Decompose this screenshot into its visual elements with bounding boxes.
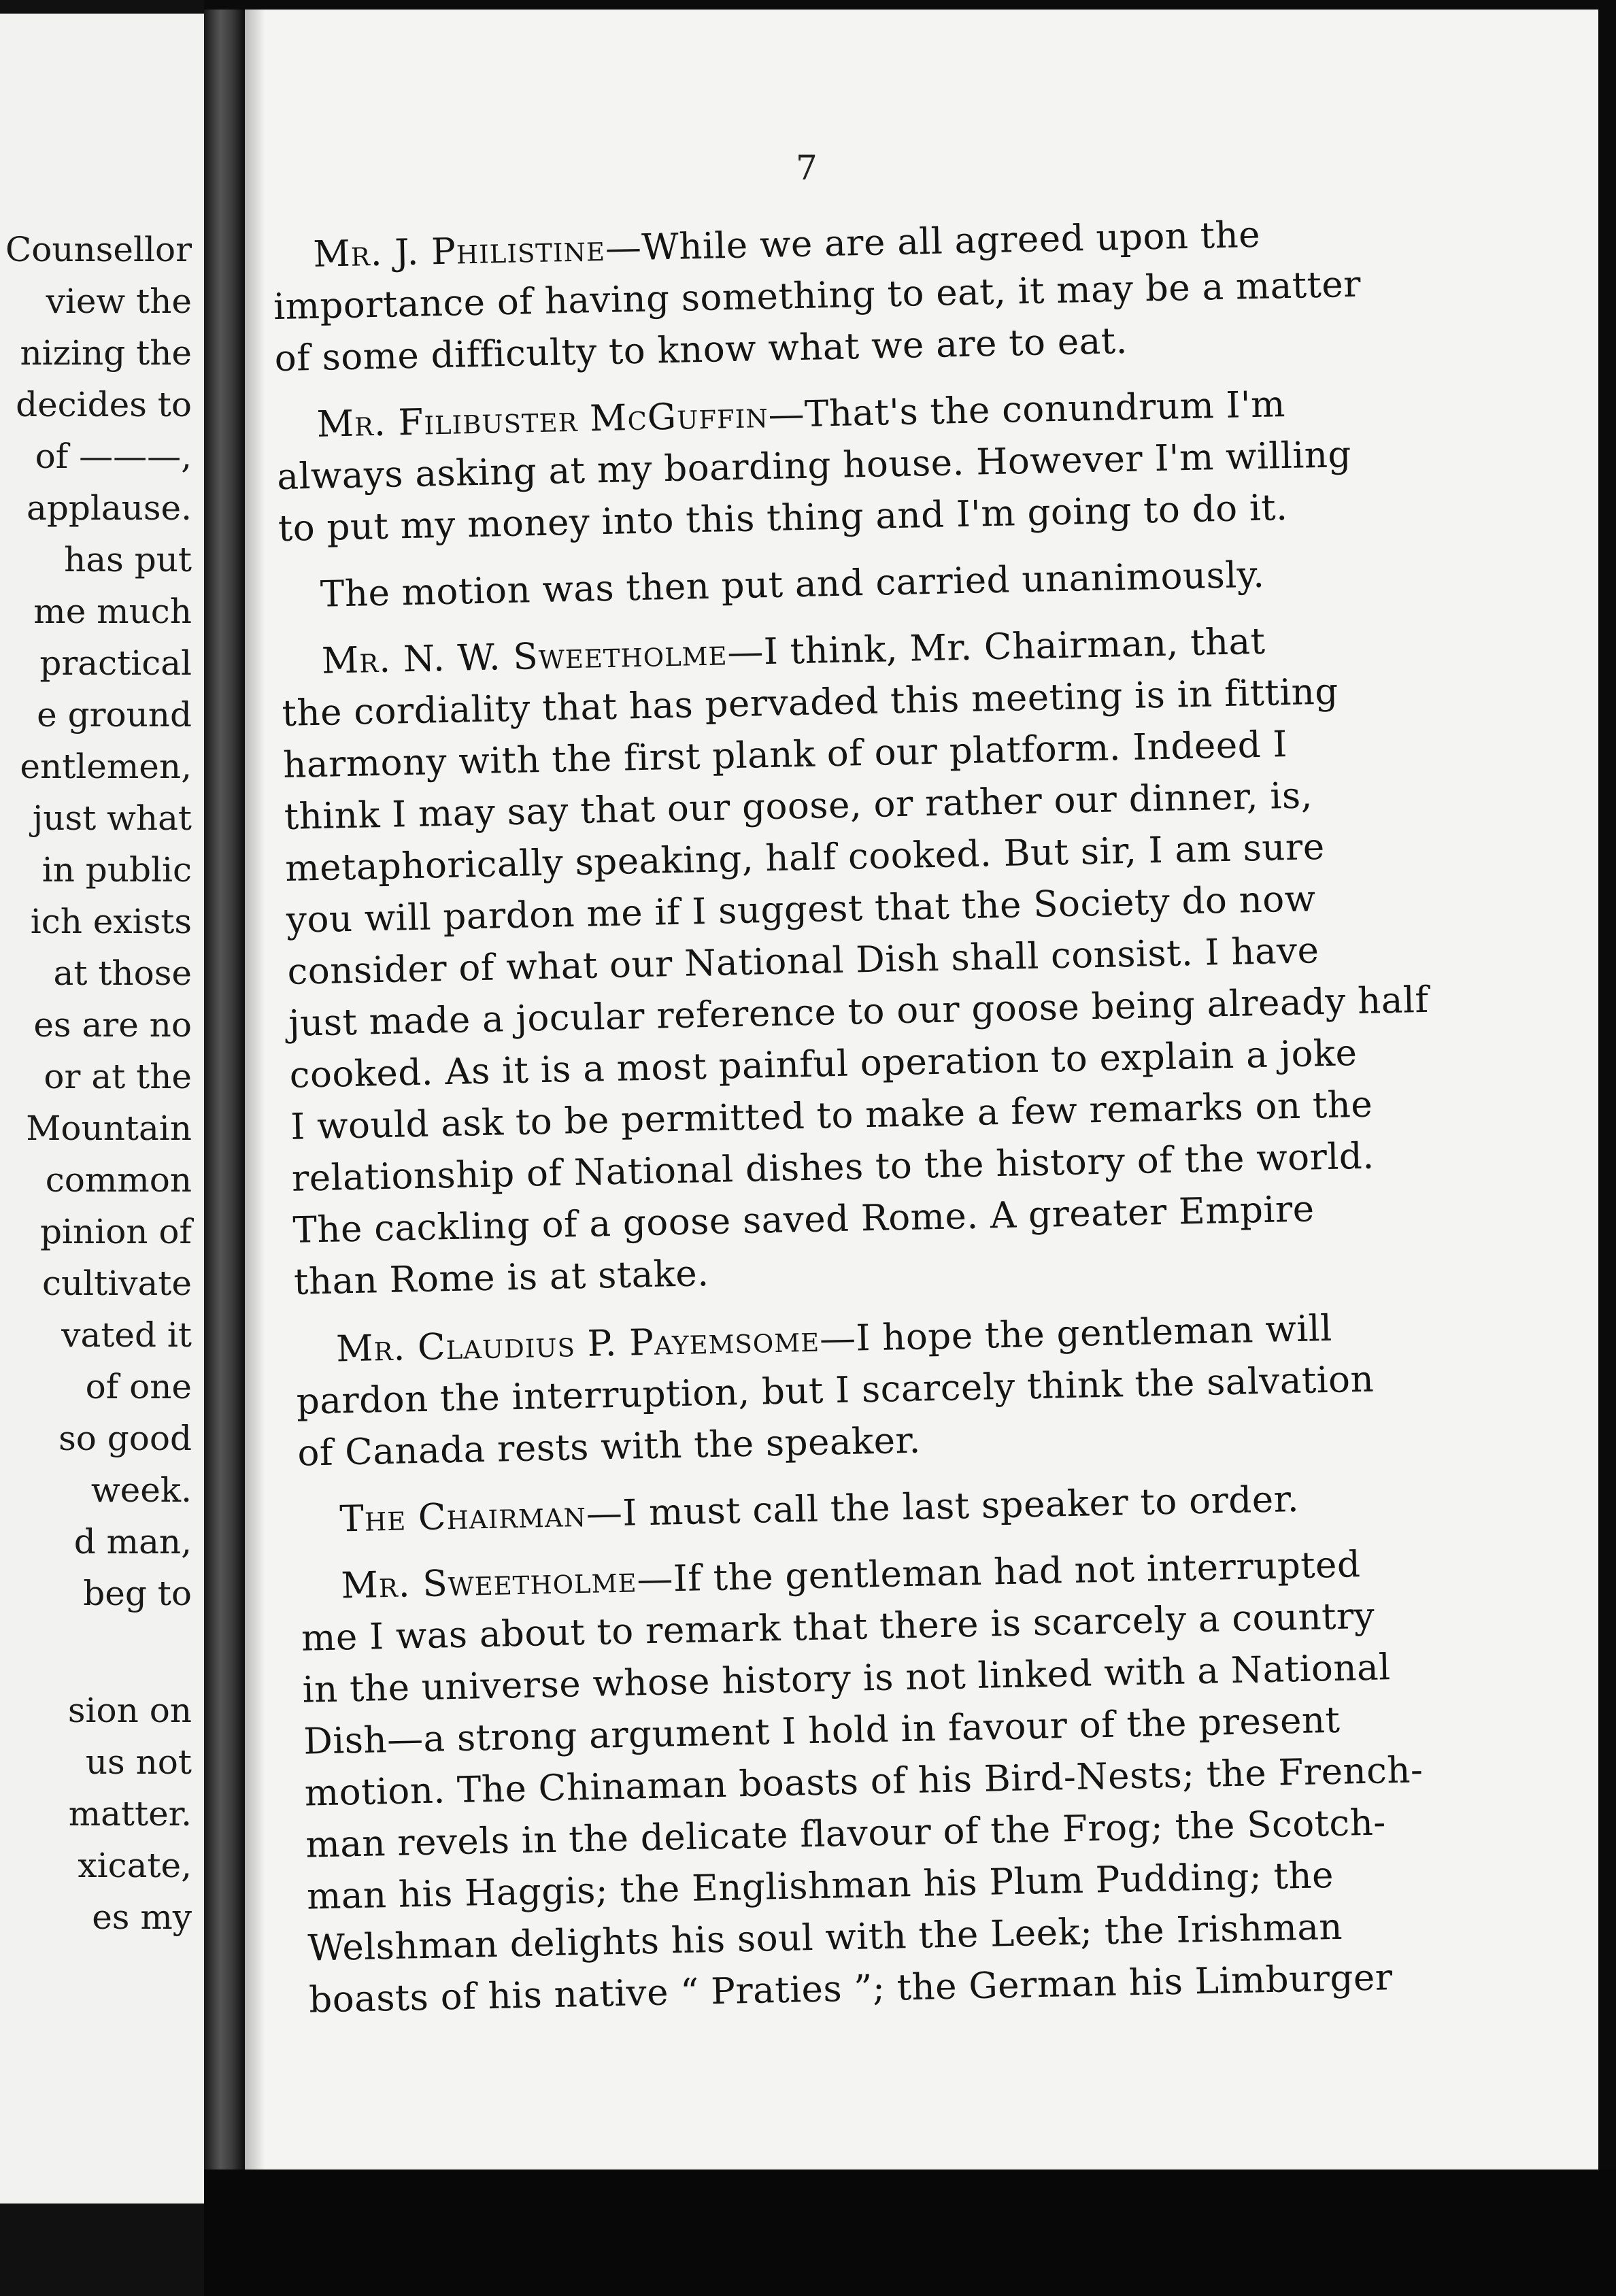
text-line: Mr. N. W. Sweetholme—I think, Mr. Chairman, that [321, 620, 1266, 682]
page-edge-shadow [245, 0, 265, 2170]
page-text [245, 209, 1598, 2021]
text-line: cooked. As it is a most painful operation to explain a joke [289, 1032, 1358, 1096]
scan-border-bottom [204, 2170, 1616, 2296]
paragraph-sweetholme-2 [300, 1544, 1429, 2021]
scan-border-right [1598, 0, 1616, 2296]
left-line: applause. [27, 488, 192, 528]
text-line: Mr. Claudius P. Payemsome—I hope the gentleman will [335, 1307, 1333, 1370]
text-line: harmony with the first plank of our platform. Indeed I [282, 724, 1288, 786]
left-page-fragment [0, 14, 204, 2204]
text-line: Mr. J. Philistine—While we are all agreed upon the [312, 214, 1261, 275]
left-line: es are no [33, 1005, 192, 1045]
left-line: has put [64, 540, 192, 579]
text-line: relationship of National dishes to the history of the world. [291, 1135, 1375, 1200]
left-line: d man, [73, 1522, 192, 1561]
paragraph-mcguffin [275, 384, 1404, 550]
left-line: beg to [83, 1574, 192, 1613]
book-gutter [204, 0, 245, 2296]
text-line: man revels in the delicate flavour of the Frog; the Scotch- [305, 1802, 1387, 1866]
left-line: of ———, [35, 437, 192, 476]
text-line: The cackling of a goose saved Rome. A greater Empire [292, 1188, 1315, 1251]
text-line: man his Haggis; the Englishman his Plum Pudding; the [306, 1855, 1334, 1918]
left-line: view the [46, 282, 192, 321]
text-line: consider of what our National Dish shall consist. I have [286, 930, 1319, 993]
text-line: importance of having something to eat, it may be a matter [273, 263, 1362, 328]
text-line: the cordiality that has pervaded this meeting is in fitting [282, 671, 1339, 735]
text-line: just made a jocular reference to our goose being already half [288, 979, 1430, 1045]
text-line: than Rome is at stake. [293, 1253, 710, 1303]
text-line: Mr. Filibuster McGuffin—That's the conundrum I'm [316, 384, 1286, 445]
left-line: matter. [68, 1794, 192, 1834]
text-line: me I was about to remark that there is scarcely a country [301, 1595, 1375, 1659]
text-line: Mr. Sweetholme—If the gentleman had not interrupted [340, 1544, 1361, 1607]
paragraph-payemsome [295, 1307, 1424, 1474]
speaker-name: Mr. J. Philistine [312, 227, 606, 275]
left-line: practical [39, 643, 192, 683]
left-line: nizing the [20, 333, 192, 373]
left-line: cultivate [41, 1264, 192, 1303]
left-line: pinion of [40, 1212, 192, 1251]
left-line: Counsellor [5, 230, 192, 269]
speaker-name: The Chairman [339, 1493, 587, 1540]
text-line: I would ask to be permitted to make a few remarks on the [290, 1083, 1373, 1148]
speaker-name: Mr. Filibuster McGuffin [316, 394, 769, 445]
text-line: of Canada rests with the speaker. [297, 1419, 922, 1474]
text-line: pardon the interruption, but I scarcely think the salvation [296, 1358, 1375, 1423]
page-number: 7 [796, 148, 818, 188]
text-line: metaphorically speaking, half cooked. But sir, I am sure [284, 826, 1326, 890]
paragraph-philistine [272, 214, 1401, 380]
text-line: motion. The Chinaman boasts of his Bird-Nests; the French- [304, 1749, 1424, 1814]
left-line: decides to [16, 385, 192, 424]
left-line: entlemen, [20, 747, 192, 786]
paragraph-sweetholme-1 [281, 620, 1430, 1303]
text-line: think I may say that our goose, or rather our dinner, is, [284, 775, 1313, 838]
text-line: in the universe whose history is not linked with a National [302, 1647, 1392, 1711]
paragraph-motion [279, 554, 1408, 615]
paragraph-chairman [299, 1478, 1428, 1540]
left-line: me much [33, 592, 192, 631]
text-line: Dish—a strong argument I hold in favour of the present [303, 1699, 1341, 1763]
text-line: The Chairman—I must call the last speaker to order. [339, 1478, 1300, 1540]
left-line: of one [85, 1367, 192, 1406]
text-line: always asking at my boarding house. However I'm willing [276, 434, 1352, 499]
left-line: week. [90, 1470, 192, 1510]
left-line: ich exists [30, 902, 192, 941]
left-line: xicate, [78, 1846, 192, 1885]
left-line: es my [92, 1897, 192, 1937]
left-line: in public [41, 850, 192, 890]
left-line: common [45, 1160, 192, 1200]
text-line: of some difficulty to know what we are to eat. [274, 320, 1128, 380]
left-line: vated it [61, 1315, 192, 1355]
left-line: or at the [44, 1057, 192, 1096]
text-line: you will pardon me if I suggest that the Society do now [286, 878, 1317, 941]
text-line: The motion was then put and carried unanimously. [320, 554, 1266, 615]
left-line: so good [58, 1419, 192, 1458]
speaker-name: Mr. N. W. Sweetholme [321, 632, 728, 682]
left-line: sion on [67, 1691, 192, 1730]
right-page [245, 0, 1598, 2170]
text-line: boasts of his native “ Praties ”; the German his Limburger [308, 1957, 1394, 2021]
speaker-name: Mr. Claudius P. Payemsome [335, 1318, 820, 1370]
left-line: us not [85, 1742, 192, 1782]
left-line: at those [53, 953, 192, 993]
speaker-name: Mr. Sweetholme [340, 1559, 638, 1607]
text-line: to put my money into this thing and I'm going to do it. [277, 486, 1289, 550]
left-line: Mountain [26, 1109, 192, 1148]
left-line: just what [32, 798, 192, 838]
scan-border-top [204, 0, 1616, 10]
left-line: e ground [37, 695, 192, 735]
text-line: Welshman delights his soul with the Leek; the Irishman [307, 1906, 1343, 1970]
